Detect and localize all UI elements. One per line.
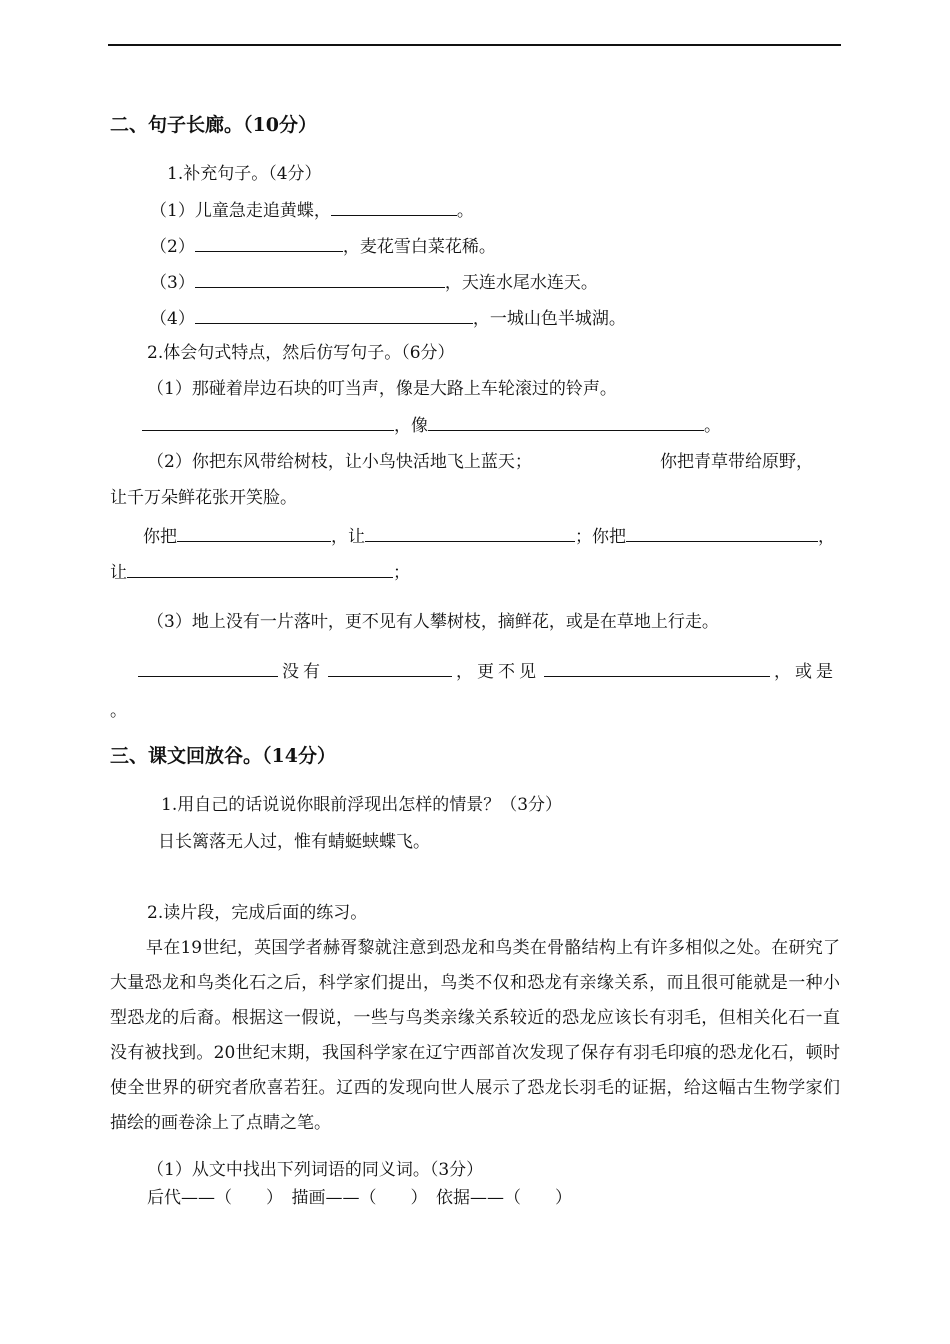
- line-text: ，或是: [774, 662, 837, 682]
- q2-2-sentence-2a: （2）你把东风带给树枝，让小鸟快活地飞上蓝天；: [147, 452, 532, 472]
- line-text: （4）: [150, 309, 195, 329]
- line-text: （3）: [150, 273, 195, 293]
- answer-blank[interactable]: [138, 660, 278, 677]
- section-2-title: 二、句子长廊。（10分）: [110, 114, 317, 136]
- answer-blank[interactable]: [127, 561, 393, 578]
- q2-1-line-4: [150, 307, 626, 330]
- q3-1-poem: 日长篱落无人过，惟有蜻蜓蛱蝶飞。: [158, 832, 430, 852]
- reading-passage: 早在19世纪，英国学者赫胥黎就注意到恐龙和鸟类在骨骼结构上有许多相似之处。在研究了大量恐龙和鸟类化石之后，科学家们提出，鸟类不仅和恐龙有亲缘关系，而且很可能就是一种小型恐龙的后裔。根据这一假说，一些与鸟类亲缘关系较近的恐龙应该长有羽毛，但相关化石一直没有被找到。20世纪末期，我国科学家在辽宁西部首次发现了保存有羽毛印痕的恐龙化石，顿时使全世界的研究者欣喜若狂。辽西的发现向世人展示了恐龙长羽毛的证据，给这幅古生物学家们描绘的画卷涂上了点睛之笔。: [110, 938, 840, 1133]
- q2-2-imitate-1: [142, 414, 721, 437]
- answer-blank[interactable]: [142, 414, 394, 431]
- line-text: 让: [110, 563, 127, 583]
- line-text: ，天连水尾水连天。: [444, 273, 598, 293]
- line-text: ，一城山色半城湖。: [472, 309, 626, 329]
- answer-blank[interactable]: [195, 235, 343, 252]
- answer-blank[interactable]: [328, 660, 452, 677]
- q2-2-sentence-3: （3）地上没有一片落叶，更不见有人攀树枝，摘鲜花，或是在草地上行走。: [147, 612, 719, 632]
- q2-2-imitate-3-end: 。: [110, 701, 127, 721]
- line-text: （2）: [150, 237, 195, 257]
- q2-1-line-1: [150, 199, 474, 222]
- line-text: ，: [818, 527, 835, 547]
- q3-2-title: 2.读片段，完成后面的练习。: [147, 903, 368, 923]
- section-3-title: 三、课文回放谷。（14分）: [110, 745, 336, 767]
- q2-2-imitate-2-cont: [110, 561, 410, 584]
- line-text: 。: [456, 201, 474, 221]
- answer-blank[interactable]: [195, 307, 473, 324]
- line-text: （1）儿童急走追黄蝶，: [150, 201, 331, 221]
- line-text: ；: [393, 563, 410, 583]
- answer-blank[interactable]: [177, 525, 331, 542]
- q2-2-sentence-2b: 你把青草带给原野，: [660, 452, 813, 472]
- line-text: ，麦花雪白菜花稀。: [342, 237, 496, 257]
- q2-2-imitate-3: [138, 660, 837, 683]
- q3-1-title: 1.用自己的话说说你眼前浮现出怎样的情景？（3分）: [161, 795, 563, 815]
- answer-blank[interactable]: [544, 660, 770, 677]
- line-text: 你把: [143, 527, 177, 547]
- q2-2-imitate-2: [143, 525, 835, 548]
- answer-blank[interactable]: [428, 414, 704, 431]
- line-text: 没有: [282, 662, 324, 682]
- q3-2-sub-1: （1）从文中找出下列词语的同义词。（3分）: [147, 1160, 484, 1180]
- answer-blank[interactable]: [626, 525, 818, 542]
- q3-2-synonyms: 后代——（ ） 描画——（ ） 依据——（ ）: [147, 1188, 572, 1208]
- q2-1-line-3: [150, 271, 598, 294]
- line-text: ，让: [331, 527, 365, 547]
- header-rule: [108, 44, 841, 46]
- answer-blank[interactable]: [195, 271, 445, 288]
- answer-blank[interactable]: [331, 199, 457, 216]
- line-text: ，像: [394, 416, 428, 436]
- q2-2-title: 2.体会句式特点，然后仿写句子。（6分）: [147, 343, 455, 363]
- q2-2-sentence-2c: 让千万朵鲜花张开笑脸。: [110, 488, 297, 508]
- line-text: ；你把: [575, 527, 626, 547]
- q2-1-line-2: [150, 235, 496, 258]
- q2-2-sentence-1: （1）那碰着岸边石块的叮当声，像是大路上车轮滚过的铃声。: [147, 379, 617, 399]
- line-text: 。: [704, 416, 721, 436]
- answer-blank[interactable]: [365, 525, 575, 542]
- line-text: ，更不见: [456, 662, 540, 682]
- q2-1-title: 1.补充句子。（4分）: [167, 164, 322, 184]
